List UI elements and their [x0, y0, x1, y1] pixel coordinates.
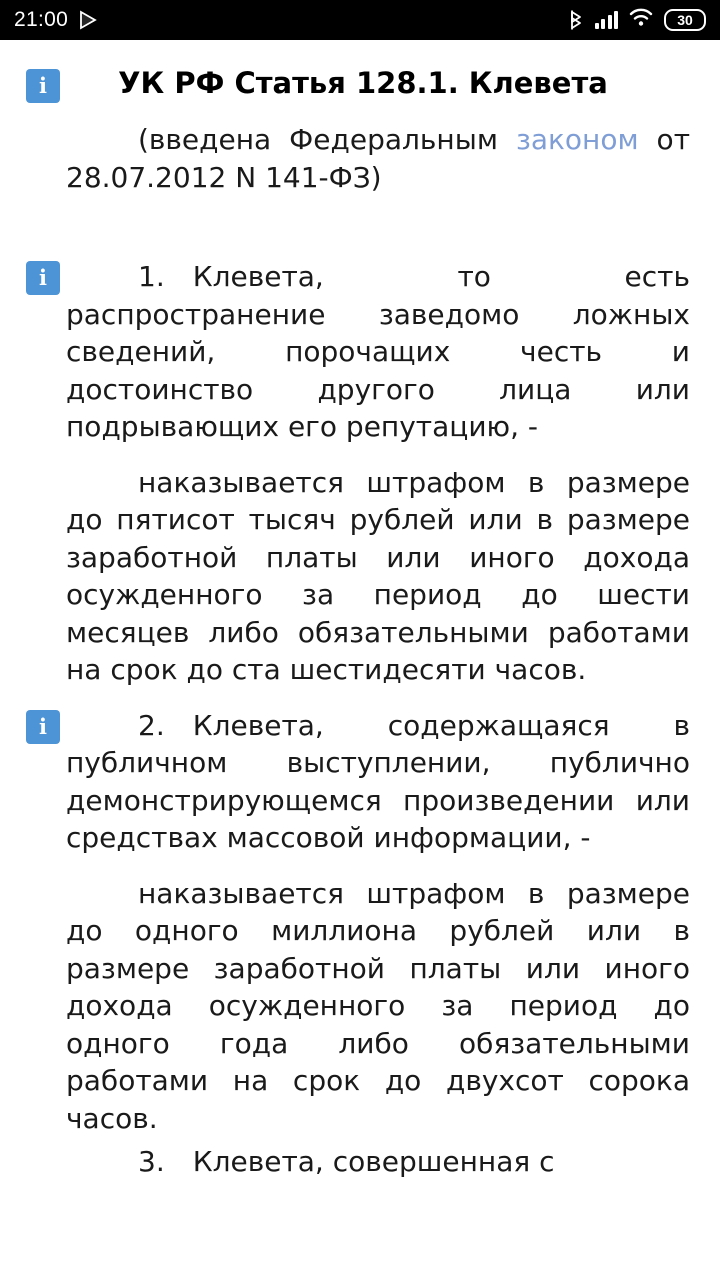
- info-icon-title[interactable]: i: [26, 69, 60, 103]
- intro-paragraph: [66, 121, 690, 196]
- document-body[interactable]: [0, 40, 720, 1280]
- paragraph-1-penalty-text: наказывается штрафом в размере до пятисот тысяч рублей или в размере заработной платы или иного дохода осужденного за период до шести месяцев либо обязательными работами на срок до ста шестидесяти часов.: [66, 465, 690, 687]
- intro-block: [0, 121, 720, 196]
- badge-slot-2: [26, 707, 60, 744]
- cellular-signal-icon: [595, 11, 619, 29]
- paragraph-3-text: 3. Клевета, совершенная с: [138, 1145, 555, 1179]
- wifi-icon: [629, 7, 653, 33]
- battery-indicator: [664, 9, 706, 31]
- bluetooth-icon: [568, 9, 584, 31]
- status-bar-right: [568, 7, 707, 33]
- intro-suffix: от 28.07.2012 N 141-ФЗ): [66, 123, 691, 194]
- law-link[interactable]: законом: [515, 123, 639, 156]
- document-header: [0, 40, 720, 103]
- paragraph-1-block: [0, 258, 720, 446]
- paragraph-2-block: [0, 707, 720, 857]
- paragraph-2-penalty-text: наказывается штрафом в размере до одного миллиона рублей или в размере заработной платы или иного дохода осужденного за период до одного года либо обязательными работами на срок до двухсот сорока часов.: [66, 876, 690, 1135]
- info-icon-paragraph-1[interactable]: i: [26, 261, 60, 295]
- status-clock: 21:00: [14, 8, 69, 31]
- info-icon-paragraph-2[interactable]: i: [26, 710, 60, 744]
- page-title: УК РФ Статья 128.1. Клевета: [118, 66, 608, 100]
- play-triangle-icon: [78, 10, 98, 30]
- paragraph-1-text: 1. Клевета, то есть распространение заведомо ложных сведений, порочащих честь и достоинство другого лица или подрывающих его репутацию, -: [66, 260, 690, 444]
- paragraph-1-penalty-block: [0, 464, 720, 689]
- status-bar: [0, 0, 720, 40]
- intro-prefix: (введена Федеральным: [138, 123, 516, 156]
- paragraph-2-penalty-block: [0, 875, 720, 1138]
- paragraph-3-block: [0, 1143, 720, 1181]
- battery-level-label: 30: [677, 12, 693, 28]
- status-bar-left: [14, 8, 98, 32]
- badge-slot-1: [26, 258, 60, 295]
- paragraph-2-text: 2. Клевета, содержащаяся в публичном выступлении, публично демонстрирующемся произведении или средствах массовой информации, -: [66, 708, 690, 855]
